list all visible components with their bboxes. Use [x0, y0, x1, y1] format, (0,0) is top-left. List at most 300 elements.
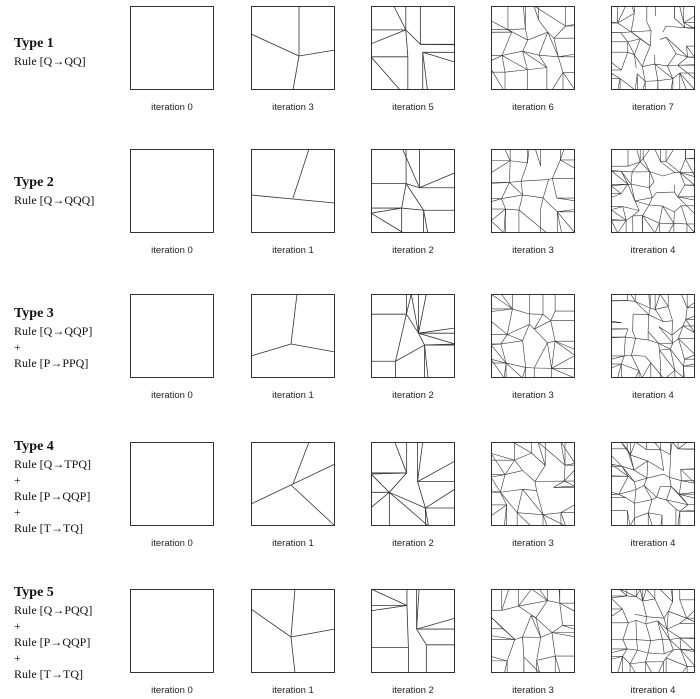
subdivision-edge: [686, 316, 695, 320]
subdivision-edge: [371, 474, 389, 492]
subdivision-edge: [680, 505, 688, 512]
subdivision-edge: [670, 638, 681, 640]
iteration-caption: iteration 2: [392, 685, 434, 696]
subdivision-edge: [684, 16, 695, 23]
subdivision-edge: [524, 657, 540, 673]
subdivision-drawing: [371, 149, 455, 233]
subdivision-edge: [611, 62, 621, 70]
subdivision-edge: [523, 489, 537, 490]
subdivision-edge: [505, 149, 510, 161]
subdivision-edge: [509, 161, 510, 183]
subdivision-edge: [621, 184, 628, 193]
subdivision-edge: [649, 308, 650, 315]
subdivision-edge: [508, 29, 525, 30]
subdivision-edge: [623, 640, 627, 649]
subdivision-panel: [371, 294, 455, 378]
subdivision-drawing: [491, 149, 575, 233]
subdivision-edge: [491, 199, 501, 202]
subdivision-edge: [541, 198, 544, 209]
subdivision-edge: [620, 79, 635, 90]
subdivision-drawing: [371, 6, 455, 90]
subdivision-edge: [648, 641, 651, 653]
subdivision-edge: [655, 307, 668, 310]
subdivision-edge: [646, 589, 655, 599]
subdivision-edge: [630, 650, 637, 664]
subdivision-edge: [673, 649, 680, 650]
subdivision-edge: [643, 159, 650, 172]
subdivision-edge: [501, 199, 505, 209]
subdivision-edge: [293, 56, 299, 90]
subdivision-panel: [130, 6, 214, 90]
subdivision-edge: [656, 486, 660, 497]
subdivision-edge: [491, 505, 507, 516]
rule-line: Rule [Q→QQQ]: [14, 193, 95, 207]
subdivision-panel: [130, 442, 214, 526]
iteration-caption: iteration 2: [392, 538, 434, 549]
subdivision-edge: [501, 294, 512, 309]
subdivision-edge: [672, 442, 678, 449]
rule-line: Rule [Q→QQP]: [14, 324, 93, 338]
subdivision-edge: [648, 315, 649, 332]
subdivision-edge: [425, 489, 455, 508]
subdivision-panel: [371, 149, 455, 233]
subdivision-edge: [640, 39, 650, 46]
subdivision-edge: [389, 492, 425, 508]
subdivision-panel: [251, 6, 335, 90]
subdivision-edge: [623, 207, 639, 211]
subdivision-edge: [618, 220, 626, 233]
subdivision-edge: [402, 184, 406, 208]
subdivision-edge: [423, 52, 428, 90]
subdivision-edge: [633, 211, 639, 216]
panel-border: [492, 295, 575, 378]
subdivision-edge: [536, 601, 548, 618]
subdivision-edge: [418, 442, 423, 482]
subdivision-edge: [634, 39, 640, 55]
subdivision-edge: [501, 182, 509, 198]
type-title: Type 5: [14, 585, 54, 600]
type-5-label: [14, 585, 92, 682]
subdivision-edge: [651, 363, 664, 378]
subdivision-edge: [634, 500, 652, 504]
subdivision-edge: [637, 149, 641, 162]
subdivision-edge: [563, 625, 575, 629]
iteration-caption: itreration 4: [630, 538, 676, 549]
iteration-caption: iteration 0: [151, 102, 193, 113]
panel-border: [492, 7, 575, 90]
subdivision-edge: [419, 173, 455, 188]
iteration-caption: iteration 3: [512, 390, 554, 401]
subdivision-edge: [622, 609, 628, 623]
iteration-caption: iteration 1: [272, 390, 314, 401]
panel-border: [252, 295, 335, 378]
subdivision-edge: [611, 598, 622, 609]
type-3-label: [14, 306, 92, 371]
rule-line: Rule [P→QQP]: [14, 635, 91, 649]
iteration-caption: iteration 1: [272, 538, 314, 549]
subdivision-edge: [371, 213, 404, 233]
subdivision-edge: [523, 616, 532, 637]
subdivision-drawing: [611, 589, 695, 673]
subdivision-edge: [529, 324, 534, 329]
subdivision-edge: [675, 370, 684, 378]
subdivision-edge: [631, 13, 634, 32]
subdivision-edge: [491, 55, 502, 60]
subdivision-edge: [647, 474, 664, 478]
subdivision-edge: [680, 73, 687, 90]
subdivision-edge: [527, 68, 547, 70]
subdivision-edge: [659, 327, 673, 344]
subdivision-edge: [523, 40, 528, 51]
subdivision-edge: [637, 640, 638, 650]
subdivision-edge: [491, 656, 507, 660]
subdivision-edge: [491, 294, 512, 309]
subdivision-edge: [687, 302, 695, 307]
subdivision-edge: [507, 335, 522, 341]
subdivision-edge: [630, 455, 634, 470]
subdivision-edge: [491, 21, 508, 30]
subdivision-edge: [646, 617, 664, 619]
subdivision-edge: [640, 159, 643, 162]
subdivision-edge: [666, 149, 674, 161]
panel-border: [612, 7, 695, 90]
rule-line: +: [14, 651, 21, 665]
iteration-caption: iteration 6: [512, 102, 554, 113]
subdivision-edge: [685, 159, 695, 177]
subdivision-edge: [418, 333, 455, 344]
subdivision-edge: [643, 81, 645, 90]
subdivision-edge: [643, 149, 650, 159]
subdivision-edge: [646, 624, 651, 641]
subdivision-edge: [518, 601, 547, 607]
subdivision-edge: [646, 617, 647, 624]
subdivision-panel: [611, 294, 695, 378]
subdivision-edge: [682, 666, 687, 673]
subdivision-edge: [624, 337, 625, 356]
subdivision-edge: [291, 485, 335, 526]
subdivision-edge: [643, 589, 647, 601]
subdivision-edge: [621, 32, 631, 33]
subdivision-edge: [630, 455, 647, 461]
subdivision-drawing: [491, 442, 575, 526]
subdivision-edge: [501, 335, 507, 344]
subdivision-edge: [523, 471, 535, 482]
subdivision-edge: [406, 30, 421, 44]
subdivision-edge: [504, 505, 506, 526]
iteration-caption: iteration 2: [392, 390, 434, 401]
subdivision-edge: [251, 344, 291, 356]
subdivision-edge: [539, 589, 547, 601]
subdivision-edge: [660, 449, 663, 470]
iteration-caption: iteration 1: [272, 685, 314, 696]
subdivision-drawing: [371, 294, 455, 378]
subdivision-edge: [630, 662, 646, 664]
subdivision-edge: [681, 469, 682, 480]
subdivision-edge: [501, 341, 523, 344]
subdivision-edge: [552, 178, 556, 198]
subdivision-edge: [635, 301, 650, 308]
subdivision-edge: [528, 32, 548, 40]
subdivision-edge: [611, 356, 624, 359]
subdivision-edge: [669, 477, 681, 480]
subdivision-edge: [505, 460, 515, 474]
subdivision-edge: [523, 6, 525, 29]
subdivision-edge: [502, 51, 523, 55]
subdivision-edge: [660, 350, 661, 368]
subdivision-panel: [251, 589, 335, 673]
panel-border: [131, 150, 214, 233]
rule-line: +: [14, 505, 21, 519]
subdivision-edge: [502, 606, 519, 610]
subdivision-edge: [680, 6, 684, 23]
subdivision-edge: [683, 319, 686, 326]
subdivision-edge: [551, 311, 555, 321]
subdivision-edge: [666, 500, 675, 509]
subdivision-edge: [502, 55, 505, 72]
subdivision-edge: [506, 363, 522, 378]
subdivision-edge: [557, 212, 561, 233]
subdivision-edge: [633, 314, 649, 315]
subdivision-edge: [561, 505, 575, 513]
subdivision-edge: [519, 210, 547, 233]
subdivision-edge: [501, 195, 522, 199]
subdivision-panel: [371, 442, 455, 526]
subdivision-edge: [648, 461, 664, 471]
subdivision-edge: [291, 637, 295, 673]
subdivision-edge: [625, 329, 628, 337]
subdivision-edge: [660, 589, 673, 602]
subdivision-edge: [621, 171, 632, 172]
subdivision-edge: [506, 363, 526, 367]
subdivision-edge: [687, 618, 695, 622]
subdivision-drawing: [491, 6, 575, 90]
subdivision-edge: [535, 465, 545, 481]
subdivision-edge: [558, 54, 575, 57]
subdivision-edge: [548, 32, 559, 57]
subdivision-edge: [557, 210, 575, 212]
panel-border: [372, 590, 455, 673]
subdivision-edge: [406, 294, 411, 314]
subdivision-edge: [371, 57, 400, 90]
subdivision-edge: [512, 309, 529, 314]
subdivision-edge: [395, 442, 407, 473]
subdivision-edge: [403, 149, 420, 188]
subdivision-edge: [668, 223, 673, 233]
subdivision-edge: [637, 650, 648, 653]
subdivision-edge: [649, 182, 654, 188]
subdivision-edge: [651, 639, 663, 640]
rule-line: Rule [T→TQ]: [14, 521, 83, 535]
subdivision-edge: [621, 442, 630, 455]
subdivision-edge: [667, 611, 668, 629]
subdivision-edge: [663, 658, 666, 662]
subdivision-edge: [547, 343, 551, 369]
subdivision-edge: [663, 172, 674, 176]
subdivision-edge: [648, 513, 652, 526]
subdivision-drawing: [251, 149, 335, 233]
subdivision-edge: [666, 37, 676, 53]
subdivision-edge: [564, 465, 565, 481]
subdivision-edge: [655, 64, 673, 79]
subdivision-edge: [541, 633, 552, 638]
subdivision-edge: [424, 210, 428, 233]
panel-border: [131, 295, 214, 378]
subdivision-edge: [537, 656, 556, 660]
subdivision-edge: [543, 198, 557, 212]
subdivision-edge: [517, 513, 543, 515]
subdivision-edge: [504, 661, 507, 673]
subdivision-edge: [678, 511, 680, 526]
subdivision-edge: [635, 301, 648, 314]
subdivision-edge: [658, 79, 673, 81]
rule-line: Rule [P→QQP]: [14, 489, 91, 503]
subdivision-edge: [659, 343, 660, 350]
subdivision-edge: [631, 294, 636, 301]
subdivision-edge: [491, 475, 505, 478]
subdivision-edge: [502, 32, 512, 55]
subdivision-edge: [619, 490, 636, 495]
subdivision-edge: [658, 662, 663, 673]
subdivision-edge: [631, 184, 649, 188]
subdivision-edge: [491, 161, 510, 173]
subdivision-edge: [630, 518, 635, 526]
subdivision-edge: [680, 159, 685, 173]
subdivision-drawing: [251, 589, 335, 673]
subdivision-edge: [672, 321, 673, 335]
iteration-caption: iteration 1: [272, 245, 314, 256]
subdivision-edge: [628, 39, 640, 42]
iteration-caption: iteration 4: [632, 390, 674, 401]
subdivision-edge: [655, 294, 660, 309]
subdivision-edge: [642, 64, 655, 66]
subdivision-edge: [687, 224, 695, 233]
subdivision-edge: [518, 606, 535, 618]
subdivision-edge: [634, 470, 647, 478]
subdivision-panel: [491, 149, 575, 233]
subdivision-edge: [552, 356, 575, 369]
subdivision-edge: [554, 38, 558, 57]
subdivision-edge: [622, 466, 634, 481]
subdivision-edge: [547, 341, 555, 343]
subdivision-edge: [636, 620, 637, 639]
subdivision-edge: [643, 205, 650, 216]
subdivision-edge: [642, 57, 645, 66]
rule-line: Rule [T→TQ]: [14, 667, 83, 681]
subdivision-edge: [635, 201, 649, 205]
subdivision-edge: [505, 70, 527, 72]
subdivision-edge: [650, 172, 663, 176]
panel-border: [372, 150, 455, 233]
subdivision-panel: [130, 294, 214, 378]
subdivision-edge: [686, 308, 687, 320]
subdivision-edge: [551, 321, 555, 342]
subdivision-edge: [402, 208, 424, 210]
subdivision-edge: [543, 513, 561, 515]
subdivision-edge: [666, 26, 685, 27]
subdivision-edge: [625, 337, 635, 338]
subdivision-edge: [564, 481, 575, 486]
subdivision-edge: [291, 344, 335, 352]
subdivision-edge: [639, 371, 642, 378]
iteration-caption: iteration 0: [151, 685, 193, 696]
subdivision-edge: [611, 649, 627, 653]
subdivision-panel: [491, 589, 575, 673]
subdivision-edge: [552, 368, 575, 378]
subdivision-edge: [634, 478, 647, 482]
panel-border: [492, 443, 575, 526]
subdivision-edge: [507, 309, 512, 335]
subdivision-edge: [523, 341, 526, 368]
subdivision-edge: [687, 610, 695, 618]
subdivision-edge: [423, 52, 455, 62]
subdivision-edge: [396, 314, 407, 361]
type-4-label: [14, 439, 91, 536]
subdivision-edge: [627, 649, 637, 650]
subdivision-edge: [611, 656, 623, 659]
subdivision-edge: [552, 72, 563, 90]
subdivision-edge: [683, 326, 695, 333]
subdivision-panel: [251, 294, 335, 378]
subdivision-edge: [611, 73, 620, 79]
iteration-caption: iteration 0: [151, 390, 193, 401]
subdivision-edge: [519, 195, 523, 210]
subdivision-edge: [628, 301, 636, 302]
subdivision-edge: [659, 206, 662, 223]
subdivision-edge: [505, 471, 523, 475]
subdivision-drawing: [611, 442, 695, 526]
subdivision-edge: [631, 31, 651, 32]
subdivision-edge: [523, 489, 543, 514]
subdivision-edge: [652, 497, 656, 500]
subdivision-edge: [685, 355, 695, 360]
subdivision-edge: [678, 185, 685, 197]
subdivision-edge: [659, 327, 672, 336]
rule-line: Rule [P→PPQ]: [14, 356, 89, 370]
iteration-caption: iteration 3: [512, 685, 554, 696]
subdivision-edge: [389, 473, 406, 492]
subdivision-edge: [647, 22, 651, 31]
subdivision-edge: [683, 364, 695, 366]
subdivision-edge: [502, 55, 527, 69]
subdivision-edge: [678, 57, 688, 65]
iteration-caption: iteration 7: [632, 102, 674, 113]
rule-line: +: [14, 619, 21, 633]
subdivision-drawing: [130, 294, 214, 378]
subdivision-edge: [547, 601, 559, 604]
subdivision-edge: [291, 294, 297, 344]
subdivision-edge: [644, 485, 652, 499]
subdivision-panel: [130, 589, 214, 673]
subdivision-edge: [500, 492, 517, 512]
subdivision-edge: [658, 621, 670, 640]
subdivision-edge: [621, 171, 631, 184]
subdivision-edge: [611, 220, 618, 233]
iteration-caption: iteration 3: [512, 538, 554, 549]
subdivision-edge: [522, 367, 525, 378]
panel-border: [131, 443, 214, 526]
subdivision-edge: [660, 37, 666, 39]
subdivision-edge: [543, 314, 551, 320]
subdivision-edge: [680, 618, 687, 623]
subdivision-edge: [635, 614, 646, 617]
subdivision-edge: [563, 72, 575, 90]
subdivision-edge: [659, 343, 671, 349]
subdivision-edge: [508, 30, 528, 40]
subdivision-edge: [515, 460, 523, 470]
subdivision-edge: [515, 637, 523, 639]
rule-line: Rule [Q→PQQ]: [14, 603, 93, 617]
subdivision-edge: [656, 497, 666, 500]
